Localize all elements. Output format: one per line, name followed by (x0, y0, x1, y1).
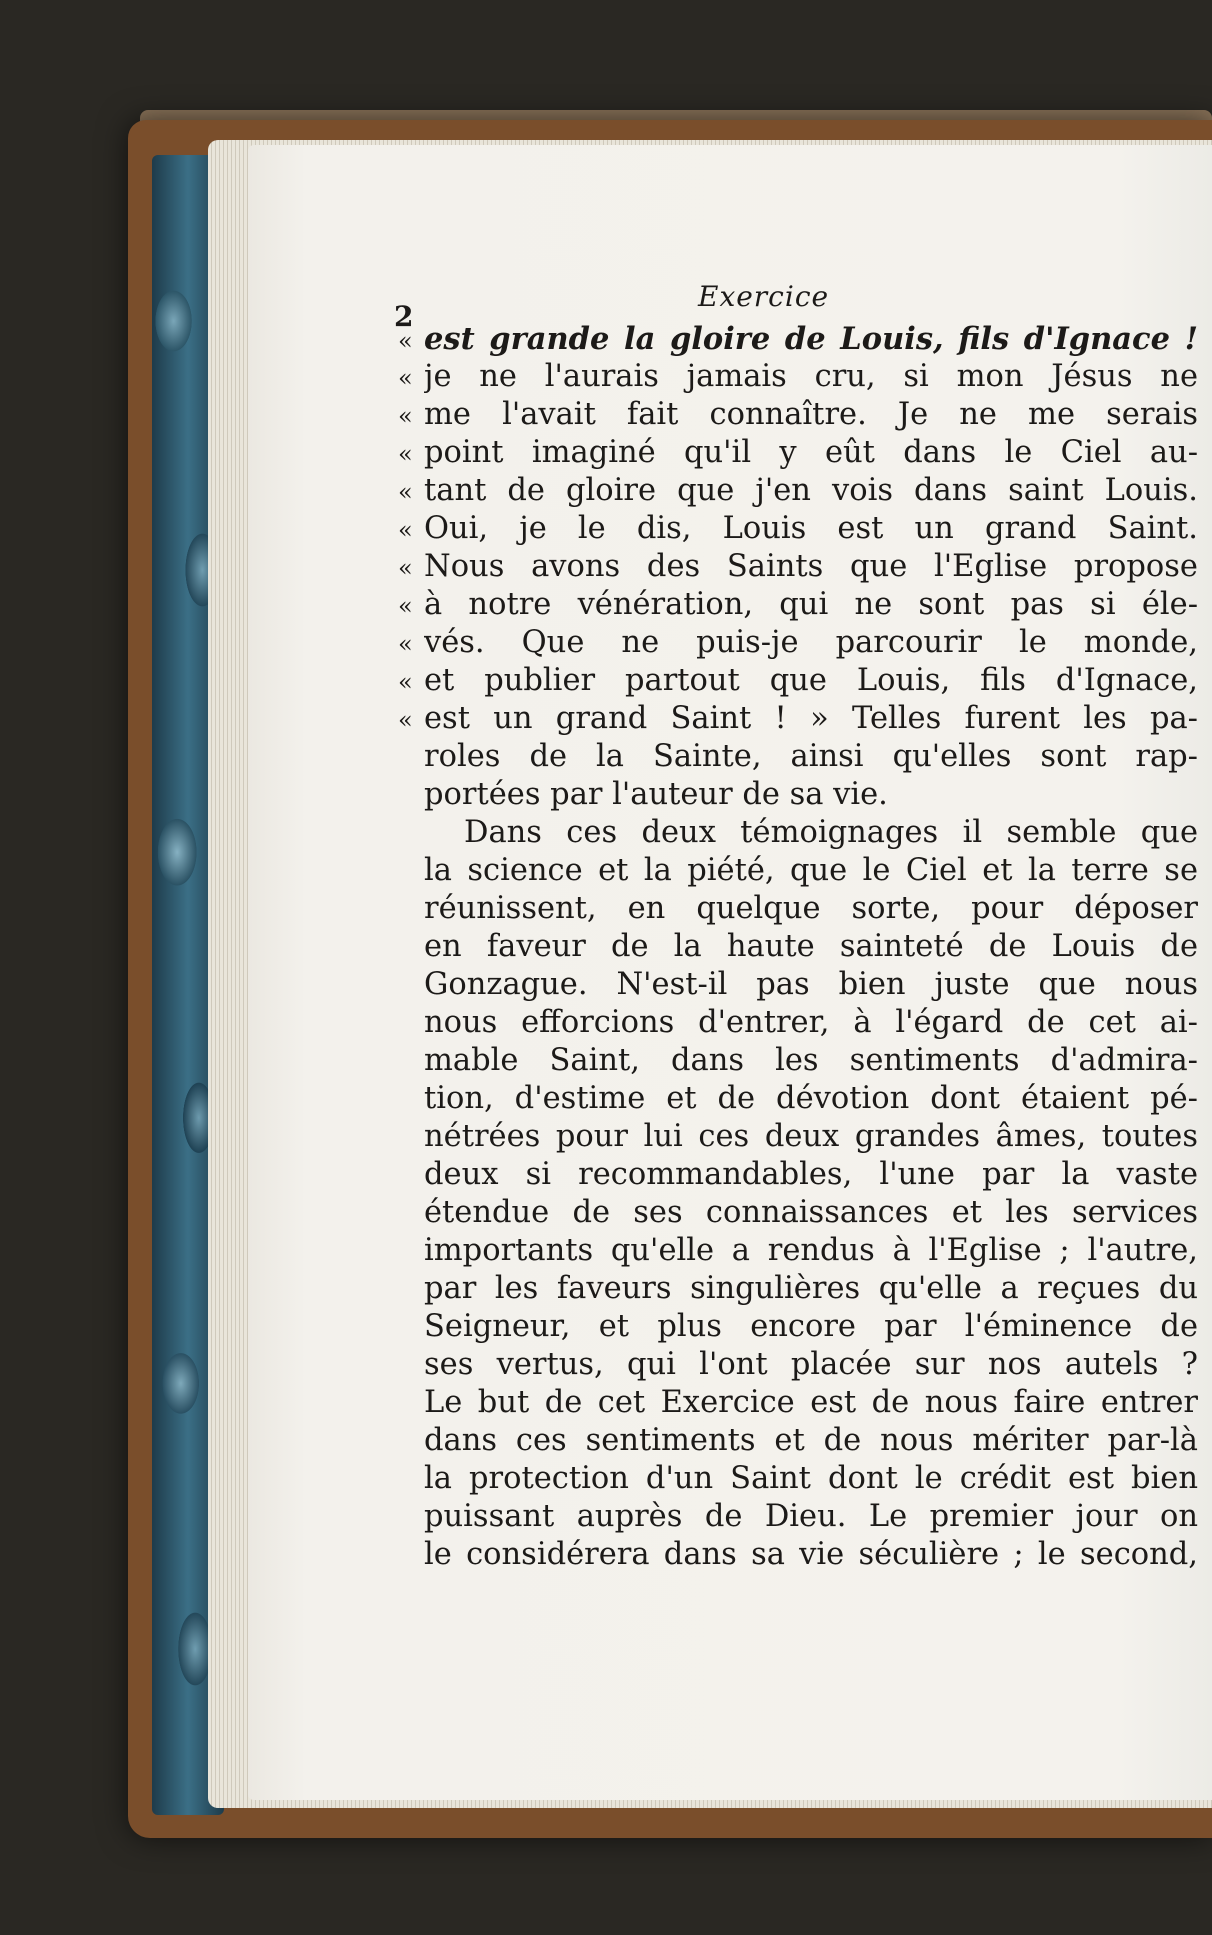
line-text: vés. Que ne puis-je parcourir le monde, (424, 625, 1198, 660)
quote-mark: « (398, 554, 413, 582)
text-line (398, 1346, 1198, 1384)
text-line (398, 776, 1198, 814)
text-line (398, 1232, 1198, 1270)
text-line (398, 1194, 1198, 1232)
text-line (398, 700, 1198, 738)
text-line (398, 738, 1198, 776)
text-lines (398, 320, 1198, 1574)
line-text: est grande la gloire de Louis, fils d'Ignace ! (424, 321, 1198, 357)
quote-mark: « (398, 706, 413, 734)
line-text: deux si recommandables, l'une par la vaste (424, 1157, 1198, 1192)
line-text: mable Saint, dans les sentiments d'admira- (424, 1043, 1198, 1078)
line-text: étendue de ses connaissances et les services (424, 1195, 1198, 1230)
text-line (398, 966, 1198, 1004)
text-line (398, 1118, 1198, 1156)
text-line (398, 586, 1198, 624)
line-text: la science et la piété, que le Ciel et la terre se (424, 853, 1198, 888)
line-text: puissant auprès de Dieu. Le premier jour on (424, 1499, 1198, 1534)
line-text: et publier partout que Louis, fils d'Ignace, (424, 663, 1198, 698)
text-line (398, 548, 1198, 586)
text-line (398, 662, 1198, 700)
text-line (398, 852, 1198, 890)
quote-mark: « (398, 478, 413, 506)
line-text: en faveur de la haute sainteté de Louis de (424, 929, 1198, 964)
text-line (398, 814, 1198, 852)
text-line (398, 1156, 1198, 1194)
line-text: point imaginé qu'il y eût dans le Ciel au- (424, 435, 1198, 470)
text-line (398, 1536, 1198, 1574)
line-text: Seigneur, et plus encore par l'éminence de (424, 1309, 1198, 1344)
line-text: roles de la Sainte, ainsi qu'elles sont rap- (424, 739, 1198, 774)
line-text: je ne l'aurais jamais cru, si mon Jésus ne (424, 359, 1198, 394)
text-line (398, 1498, 1198, 1536)
text-line (398, 1080, 1198, 1118)
text-line (398, 1042, 1198, 1080)
line-text: Oui, je le dis, Louis est un grand Saint. (424, 511, 1198, 546)
quote-mark: « (398, 592, 413, 620)
text-line (398, 1308, 1198, 1346)
text-line (398, 1270, 1198, 1308)
line-text: dans ces sentiments et de nous mériter par-là (424, 1423, 1198, 1458)
text-line (398, 1004, 1198, 1042)
line-text: est un grand Saint ! » Telles furent les pa- (424, 701, 1198, 736)
text-line (398, 358, 1198, 396)
text-line (398, 434, 1198, 472)
text-line (398, 1422, 1198, 1460)
line-text: tant de gloire que j'en vois dans saint Louis. (424, 473, 1198, 508)
quote-mark: « (398, 440, 413, 468)
text-line (398, 624, 1198, 662)
line-text: nous efforcions d'entrer, à l'égard de cet ai- (424, 1005, 1198, 1040)
line-text: Gonzague. N'est-il pas bien juste que nous (424, 967, 1198, 1002)
line-text: nétrées pour lui ces deux grandes âmes, toutes (424, 1119, 1198, 1154)
line-text: tion, d'estime et de dévotion dont étaient pé- (424, 1081, 1198, 1116)
line-text: la protection d'un Saint dont le crédit est bien (424, 1461, 1198, 1496)
quote-mark: « (398, 516, 413, 544)
text-line (398, 1460, 1198, 1498)
quote-mark: « (398, 630, 413, 658)
text-line (398, 320, 1198, 358)
page-header (394, 280, 1198, 333)
line-text: portées par l'auteur de sa vie. (424, 777, 888, 812)
line-text: à notre vénération, qui ne sont pas si éle- (424, 587, 1198, 622)
running-head: Exercice (698, 280, 830, 313)
quote-mark: « (398, 402, 413, 430)
line-text: le considérera dans sa vie séculière ; le second, (424, 1537, 1198, 1572)
text-line (398, 928, 1198, 966)
line-text: ses vertus, qui l'ont placée sur nos autels ? (424, 1347, 1198, 1382)
text-line (398, 510, 1198, 548)
quote-mark: « (398, 327, 413, 355)
line-text: Le but de cet Exercice est de nous faire entrer (424, 1385, 1198, 1420)
text-line (398, 396, 1198, 434)
page-number: 2 (394, 300, 414, 333)
text-line (398, 890, 1198, 928)
quote-mark: « (398, 364, 413, 392)
line-text: réunissent, en quelque sorte, pour déposer (424, 891, 1198, 926)
line-text: Nous avons des Saints que l'Eglise propose (424, 549, 1198, 584)
line-text: me l'avait fait connaître. Je ne me serais (424, 397, 1198, 432)
line-text: par les faveurs singulières qu'elle a reçues du (424, 1271, 1198, 1306)
line-text: Dans ces deux témoignages il semble que (464, 815, 1198, 850)
page-text (394, 280, 1198, 1574)
quote-mark: « (398, 668, 413, 696)
line-text: importants qu'elle a rendus à l'Eglise ; l'autre, (424, 1233, 1198, 1268)
text-line (398, 472, 1198, 510)
text-line (398, 1384, 1198, 1422)
